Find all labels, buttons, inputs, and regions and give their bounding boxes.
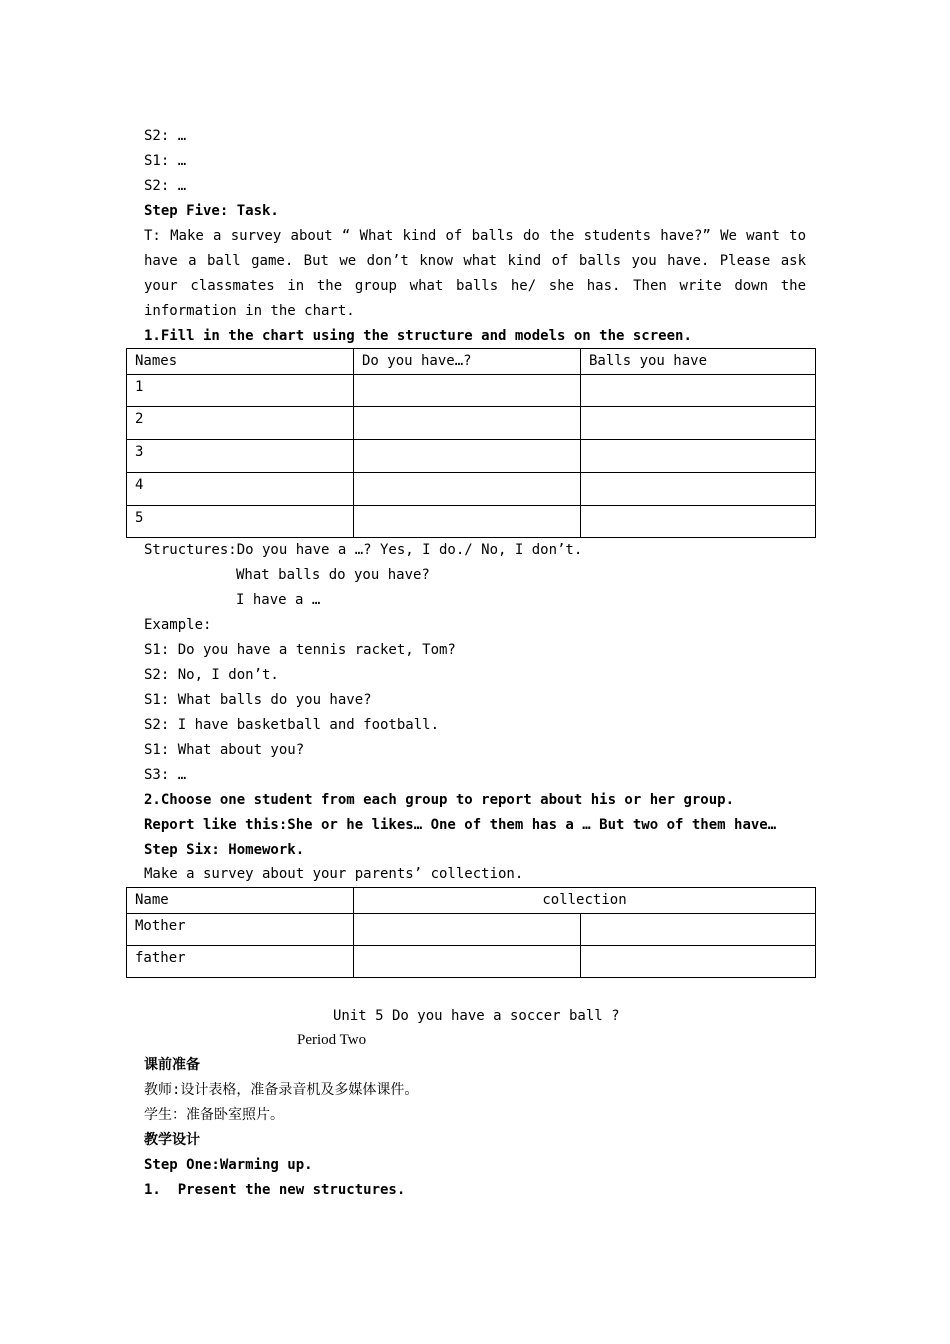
prep-heading: 课前准备 [144, 1057, 200, 1073]
homework-line: Make a survey about your parents’ collection. [144, 866, 524, 882]
example-label: Example: [144, 617, 212, 633]
step-five-heading: Step Five: Task. [144, 203, 279, 219]
task-line: information in the chart. [144, 303, 355, 319]
fill-chart-instruction: 1.Fill in the chart using the structure and models on the screen. [144, 328, 692, 344]
example-line: S2: No, I don’t. [144, 667, 279, 683]
header-cell-names: Names [127, 349, 354, 375]
empty-cell [354, 946, 581, 978]
teacher-line: 教师:设计表格，准备录音机及多媒体课件。 [144, 1082, 419, 1098]
structures-line: Structures:Do you have a …? Yes, I do./ No, I don’t. [144, 542, 583, 558]
table-row [127, 914, 816, 946]
empty-cell [581, 440, 816, 473]
task-line: T: Make a survey about “ What kind of balls do the students have?” We want to [144, 228, 806, 244]
student-line: 学生：准备卧室照片。 [144, 1107, 284, 1123]
row-number: 4 [127, 473, 354, 506]
step-one-heading: Step One:Warming up. [144, 1157, 313, 1173]
empty-cell [354, 914, 581, 946]
design-heading: 教学设计 [144, 1132, 200, 1148]
empty-cell [581, 407, 816, 440]
period-label: Period Two [297, 1032, 367, 1048]
collection-chart [126, 887, 816, 978]
empty-cell [354, 473, 581, 506]
table-header-row [127, 888, 816, 914]
empty-cell [354, 407, 581, 440]
choose-instruction: 2.Choose one student from each group to report about his or her group. [144, 792, 735, 808]
row-number: 2 [127, 407, 354, 440]
row-number: 5 [127, 506, 354, 538]
empty-cell [581, 375, 816, 407]
task-line: have a ball game. But we don’t know what kind of balls you have. Please ask [144, 253, 806, 269]
dialog-line: S1: … [144, 153, 187, 169]
empty-cell [581, 946, 816, 978]
structures-line: What balls do you have? [236, 567, 430, 583]
table-header-row [127, 349, 816, 375]
table-row [127, 375, 816, 407]
example-line: S1: What about you? [144, 742, 305, 758]
example-line: S3: … [144, 767, 187, 783]
row-number: 1 [127, 375, 354, 407]
row-label: Mother [127, 914, 354, 946]
example-line: S1: What balls do you have? [144, 692, 372, 708]
present-line: 1. Present the new structures. [144, 1182, 406, 1198]
table-row [127, 946, 816, 978]
dialog-line: S2: … [144, 128, 187, 144]
empty-cell [581, 473, 816, 506]
task-line: your classmates in the group what balls he/ she has. Then write down the [144, 278, 806, 294]
empty-cell [354, 440, 581, 473]
empty-cell [354, 375, 581, 407]
survey-chart [126, 348, 816, 538]
table-row [127, 506, 816, 538]
empty-cell [581, 506, 816, 538]
table-row [127, 407, 816, 440]
header-cell-name: Name [127, 888, 354, 914]
header-cell-balls: Balls you have [581, 349, 816, 375]
step-six-heading: Step Six: Homework. [144, 842, 305, 858]
empty-cell [354, 506, 581, 538]
row-label: father [127, 946, 354, 978]
table-row [127, 440, 816, 473]
structures-line: I have a … [236, 592, 321, 608]
header-cell-collection: collection [354, 888, 816, 914]
unit-title: Unit 5 Do you have a soccer ball ? [333, 1008, 620, 1024]
table-row [127, 473, 816, 506]
report-instruction: Report like this:She or he likes… One of them has a … But two of them have… [144, 817, 777, 833]
empty-cell [581, 914, 816, 946]
example-line: S1: Do you have a tennis racket, Tom? [144, 642, 456, 658]
dialog-line: S2: … [144, 178, 187, 194]
example-line: S2: I have basketball and football. [144, 717, 440, 733]
row-number: 3 [127, 440, 354, 473]
header-cell-do-you-have: Do you have…? [354, 349, 581, 375]
